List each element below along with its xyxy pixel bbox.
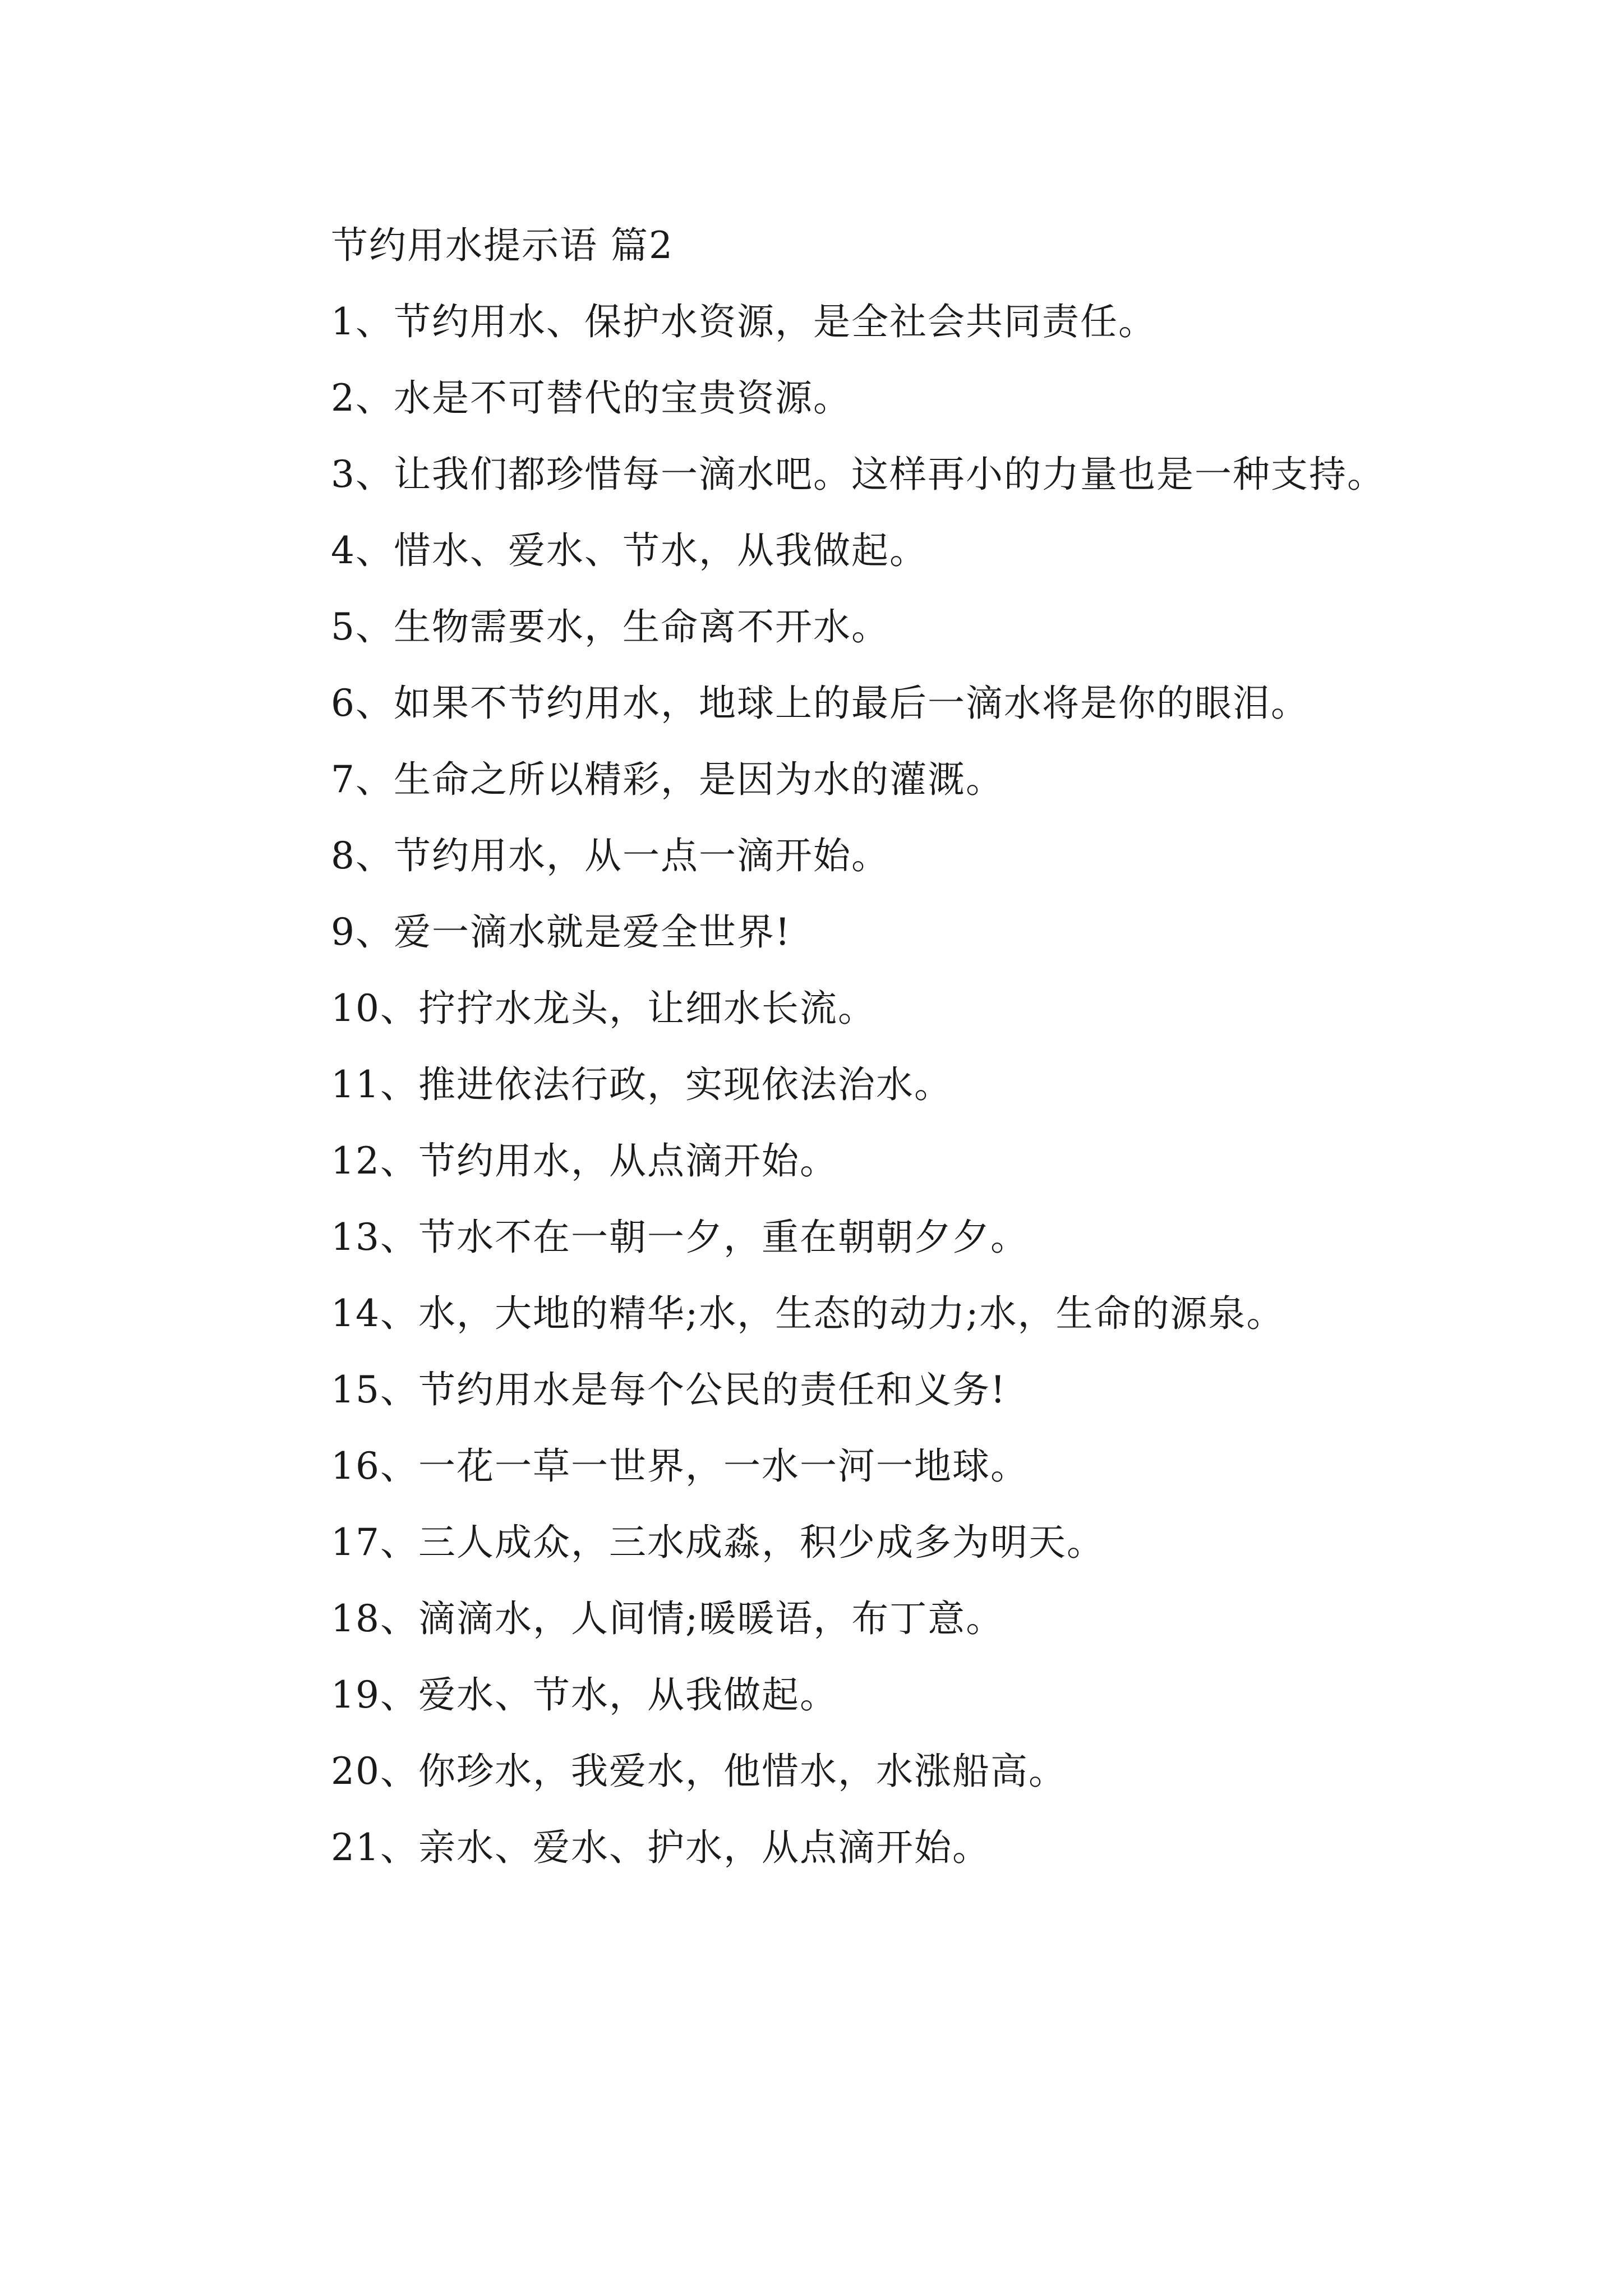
list-item: 13、节水不在一朝一夕，重在朝朝夕夕。	[331, 1216, 1029, 1259]
list-item: 16、一花一草一世界，一水一河一地球。	[331, 1444, 1029, 1488]
document-title: 节约用水提示语 篇2	[331, 224, 674, 267]
list-item: 20、你珍水，我爱水，他惜水，水涨船高。	[331, 1750, 1067, 1793]
list-item: 12、节约用水，从点滴开始。	[331, 1139, 838, 1182]
list-item: 6、如果不节约用水，地球上的最后一滴水将是你的眼泪。	[331, 682, 1309, 725]
list-item: 15、节约用水是每个公民的责任和义务!	[331, 1368, 1007, 1411]
list-item: 7、生命之所以精彩，是因为水的灌溉。	[331, 758, 1004, 801]
list-item: 8、节约用水，从一点一滴开始。	[331, 834, 889, 877]
list-item: 3、让我们都珍惜每一滴水吧。这样再小的力量也是一种支持。	[331, 453, 1385, 496]
list-item: 14、水，大地的精华;水，生态的动力;水，生命的源泉。	[331, 1292, 1285, 1335]
list-item: 4、惜水、爱水、节水，从我做起。	[331, 529, 928, 572]
list-item: 21、亲水、爱水、护水，从点滴开始。	[331, 1826, 990, 1869]
list-item: 5、生物需要水，生命离不开水。	[331, 605, 889, 648]
list-item: 17、三人成众，三水成淼，积少成多为明天。	[331, 1521, 1105, 1564]
list-item: 2、水是不可替代的宝贵资源。	[331, 376, 851, 420]
document-body	[247, 208, 1402, 1886]
list-item: 11、推进依法行政，实现依法治水。	[331, 1063, 952, 1106]
list-item: 18、滴滴水，人间情;暖暖语，布丁意。	[331, 1597, 1004, 1640]
list-item: 1、节约用水、保护水资源，是全社会共同责任。	[331, 300, 1156, 343]
list-item: 19、爱水、节水，从我做起。	[331, 1673, 838, 1717]
list-item: 9、爱一滴水就是爱全世界!	[331, 910, 791, 954]
list-item: 10、拧拧水龙头，让细水长流。	[331, 987, 876, 1030]
